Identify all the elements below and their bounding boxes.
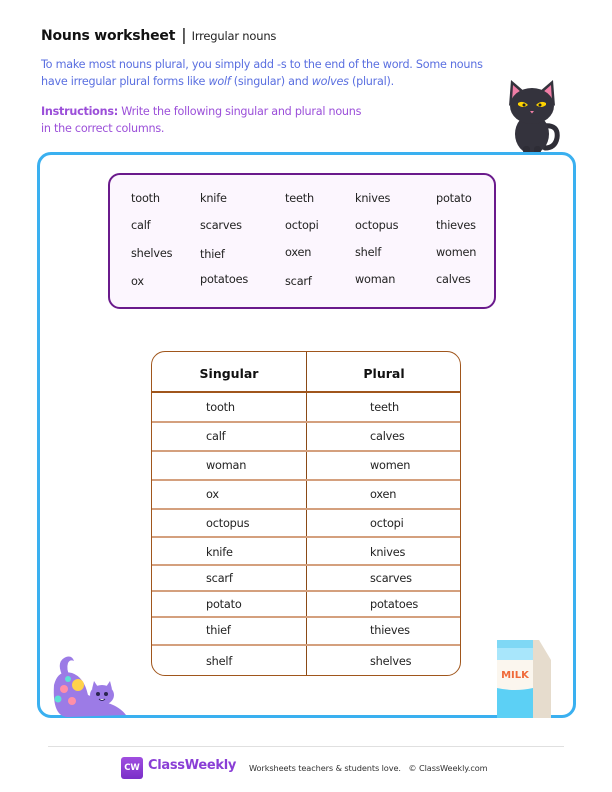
singular-cell: calf [206,430,226,443]
word-bank-item: thief [200,248,225,261]
plural-cell: potatoes [370,598,419,611]
milk-carton-illustration [495,640,553,718]
plural-cell: thieves [370,624,410,637]
word-bank-item: thieves [436,219,476,232]
plural-cell: oxen [370,488,397,501]
word-bank-item: oxen [285,246,312,259]
word-bank-item: scarf [285,275,312,288]
row-divider [152,644,460,646]
intro-text: To make most nouns plural, you simply add -s to the end of the word. Some nouns have irregular plural forms like [41,58,483,88]
intro-text: (singular) and [230,75,312,88]
plural-cell: teeth [370,401,399,414]
footer-tagline [249,763,488,773]
singular-cell: potato [206,598,242,611]
example-plural: wolves [311,75,349,88]
word-bank-item: potato [436,192,472,205]
plural-cell: octopi [370,517,404,530]
answer-table [151,351,461,676]
word-bank-item: scarves [200,219,242,232]
singular-cell: woman [206,459,247,472]
row-divider [152,479,460,481]
word-bank-item: woman [355,273,396,286]
singular-cell: knife [206,546,233,559]
stretching-purple-cat-illustration [48,655,130,717]
column-header-singular: Singular [199,366,259,381]
singular-cell: ox [206,488,219,501]
row-divider [152,564,460,566]
word-bank-item: knife [200,192,227,205]
column-header-plural: Plural [363,366,405,381]
word-bank [108,173,496,309]
singular-cell: tooth [206,401,235,414]
plural-cell: knives [370,546,406,559]
plural-cell: scarves [370,572,412,585]
row-divider [152,536,460,538]
singular-cell: shelf [206,655,233,668]
word-bank-item: shelves [131,247,173,260]
brand-name: ClassWeekly [148,758,237,773]
intro-paragraph [41,56,511,90]
footer-divider [48,746,564,747]
classweekly-logo-icon: CW [121,757,143,779]
word-bank-item: ox [131,275,144,288]
worksheet-title: Nouns worksheet [41,28,176,44]
singular-cell: octopus [206,517,250,530]
copyright-text: © ClassWeekly.com [408,763,488,773]
word-bank-item: teeth [285,192,314,205]
column-divider [306,352,307,675]
worksheet-subtitle: Irregular nouns [191,29,277,43]
row-divider [152,590,460,592]
example-singular: wolf [208,75,231,88]
plural-cell: calves [370,430,405,443]
title-separator: | [181,25,187,44]
singular-cell: scarf [206,572,233,585]
singular-cell: thief [206,624,231,637]
word-bank-item: octopi [285,219,319,232]
black-cat-illustration [499,76,565,156]
row-divider [152,450,460,452]
header-divider [152,391,460,393]
worksheet-header [41,25,276,44]
row-divider [152,616,460,618]
word-bank-item: tooth [131,192,160,205]
word-bank-item: octopus [355,219,399,232]
instructions-text: Write the following singular and plural nouns in the correct columns. [41,105,362,135]
word-bank-item: calves [436,273,471,286]
word-bank-item: calf [131,219,151,232]
plural-cell: shelves [370,655,412,668]
word-bank-item: shelf [355,246,382,259]
word-bank-item: women [436,246,477,259]
word-bank-item: knives [355,192,391,205]
instructions-paragraph [41,103,371,137]
instructions-label: Instructions: [41,105,118,118]
row-divider [152,508,460,510]
row-divider [152,421,460,423]
tagline-text: Worksheets teachers & students love. [249,763,401,773]
intro-text: (plural). [348,75,394,88]
word-bank-item: potatoes [200,273,249,286]
milk-label: MILK [501,670,529,681]
plural-cell: women [370,459,411,472]
